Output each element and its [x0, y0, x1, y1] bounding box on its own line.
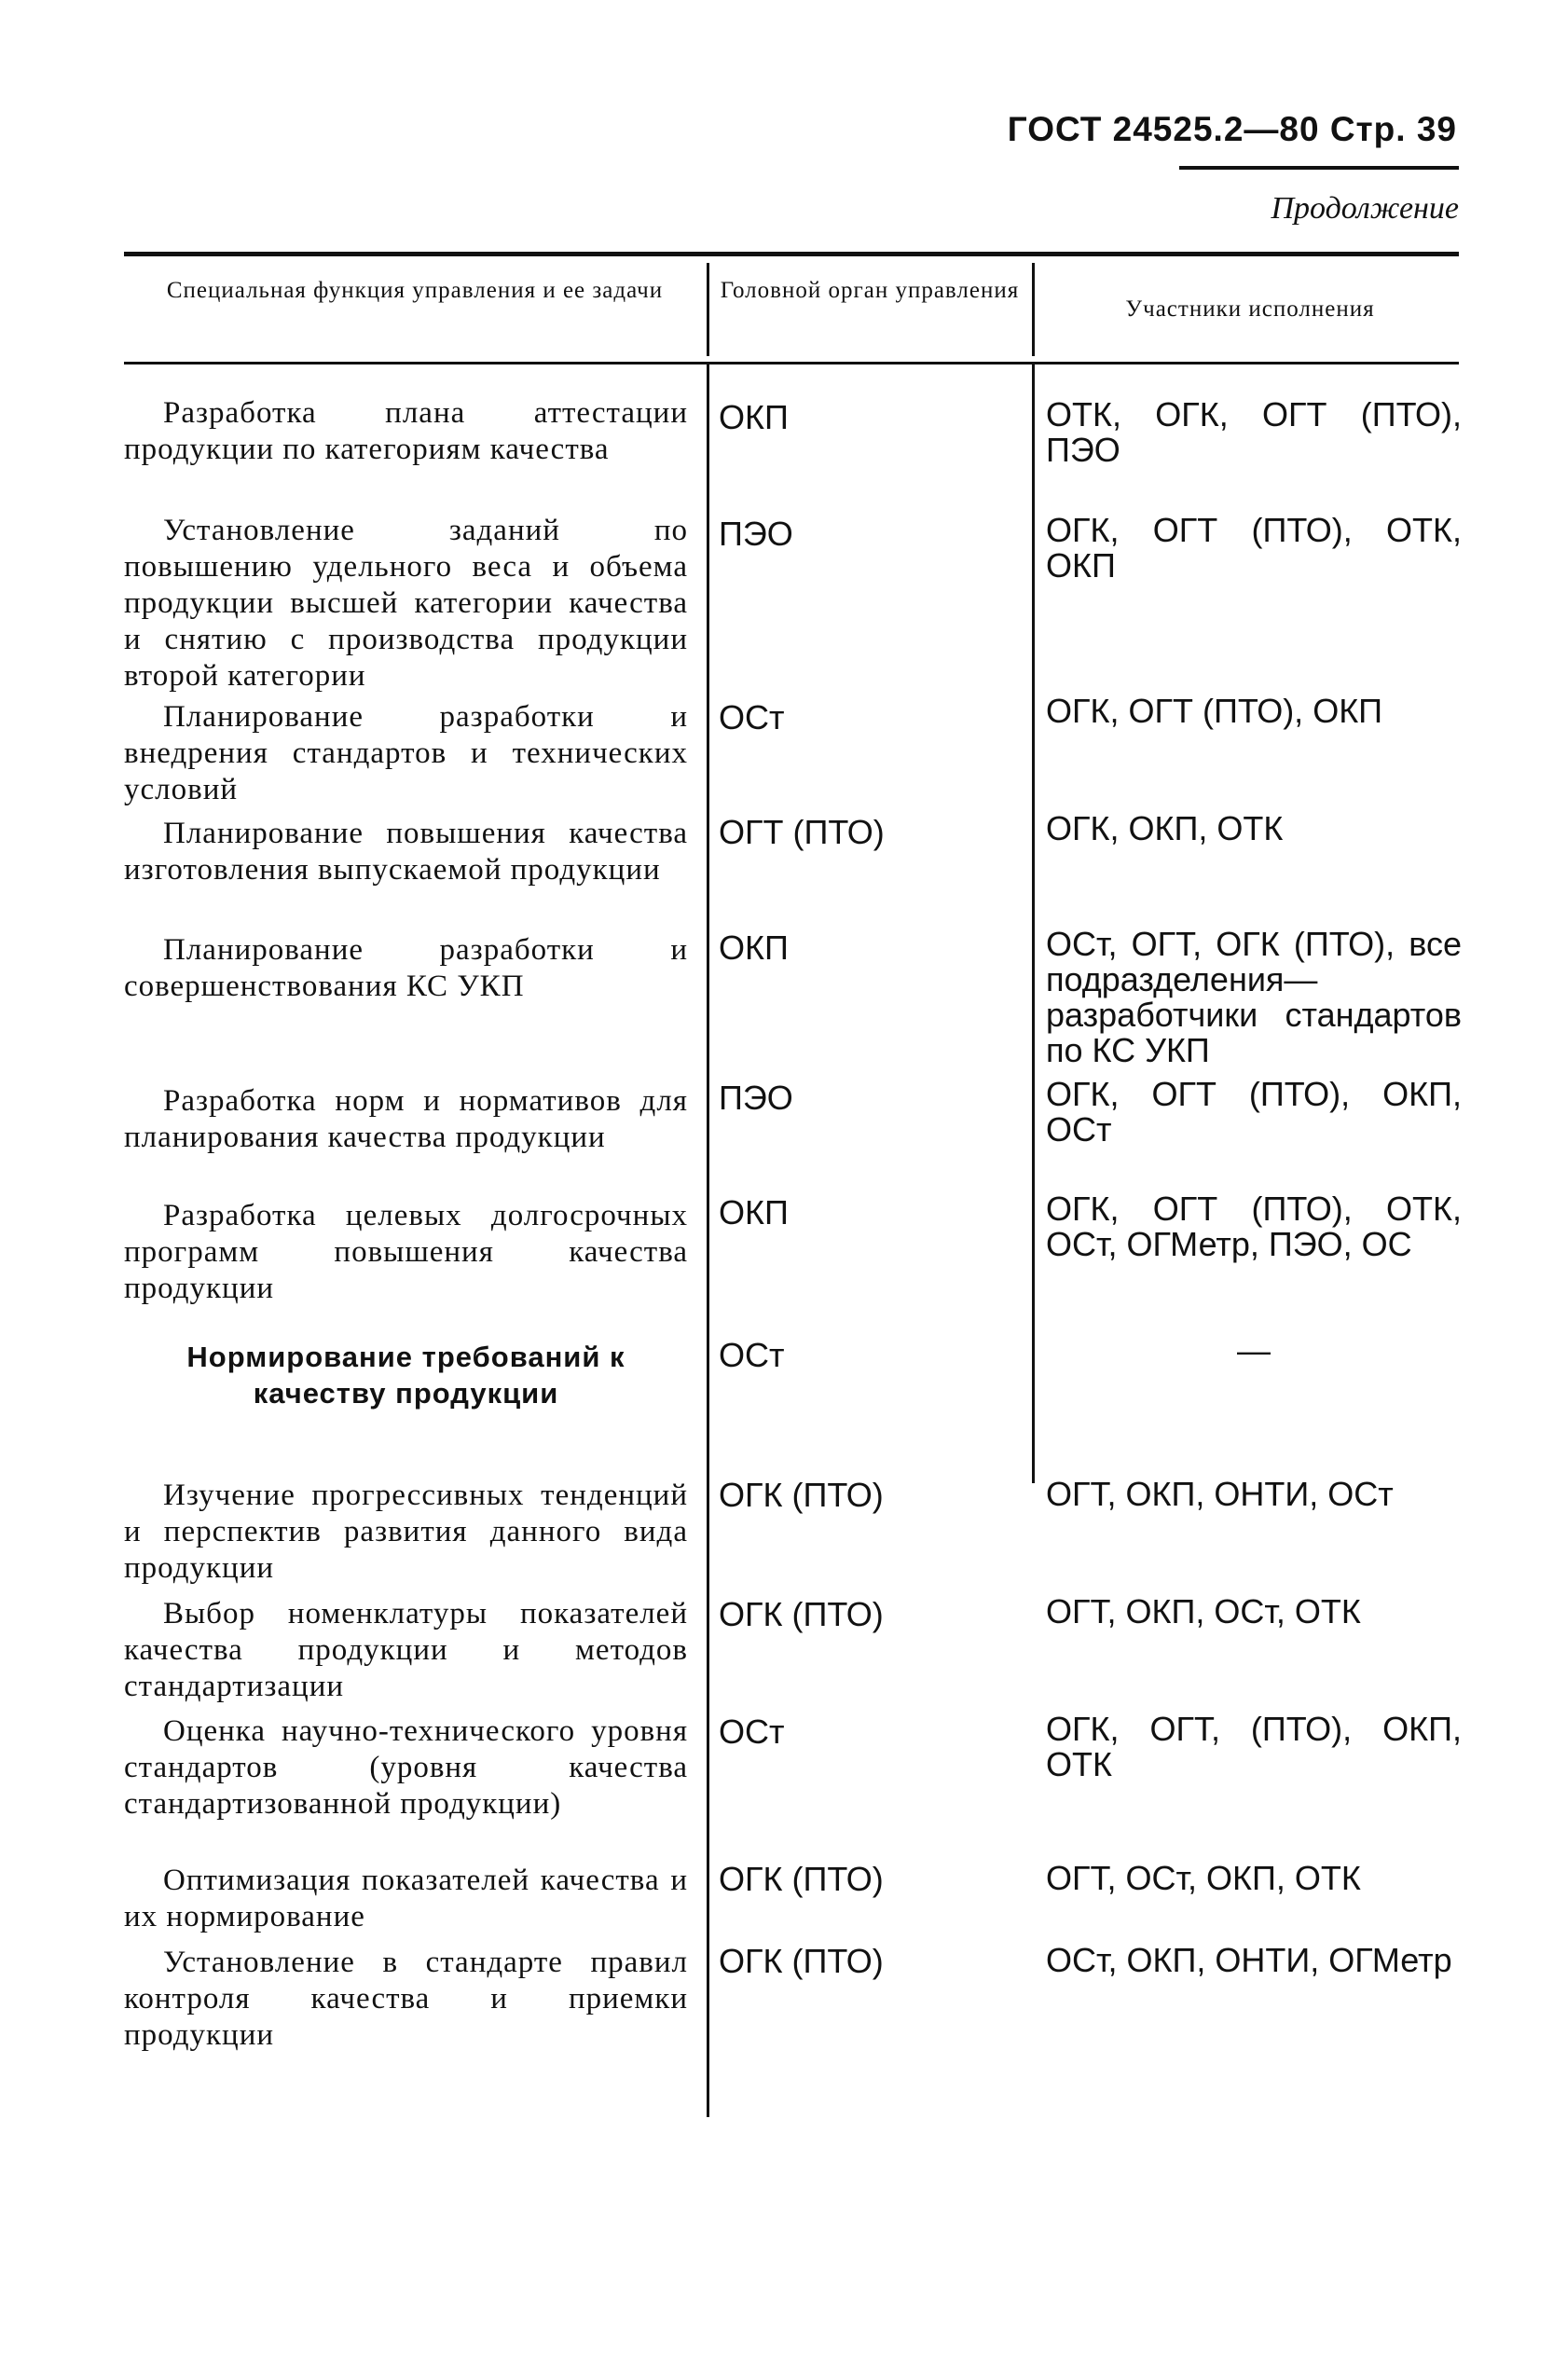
header-divider-2: [1032, 263, 1035, 356]
table-cell-head-body: ОГК (ПТО): [719, 1595, 884, 1633]
table-cell-function: Оценка научно-технического уровня стандартов (уровня качества стандартизованной продукции): [124, 1714, 688, 1821]
table-cell-function: Планирование повышения качества изготовления выпускаемой продукции: [124, 817, 688, 887]
table-top-rule: [124, 252, 1459, 256]
table-cell-head-body: ОСт: [719, 1336, 785, 1374]
table-cell-function: Выбор номенклатуры показателей качества продукции и методов стандартизации: [124, 1597, 688, 1703]
table-cell-head-body: ОГК (ПТО): [719, 1860, 884, 1898]
table-cell-participants: ОТК, ОГК, ОГТ (ПТО), ПЭО: [1046, 395, 1462, 469]
table-cell-participants: ОГК, ОКП, ОТК: [1046, 809, 1284, 847]
table-cell-head-body: ПЭО: [719, 515, 793, 553]
table-cell-head-body: ОГК (ПТО): [719, 1476, 884, 1514]
table-cell-function: Нормирование требований к качеству продукции: [186, 1341, 625, 1410]
table-cell-function: Оптимизация показателей качества и их нормирование: [124, 1864, 688, 1933]
table-cell-participants: ОГК, ОГТ (ПТО), ОТК, ОКП: [1046, 511, 1462, 585]
table-cell-participants: ОГК, ОГТ, (ПТО), ОКП, ОТК: [1046, 1710, 1462, 1783]
table-cell-function: Разработка норм и нормативов для планирования качества продукции: [124, 1084, 688, 1154]
table-cell-function: Планирование разработки и внедрения стандартов и технических условий: [124, 700, 688, 806]
table-cell-participants: —: [1237, 1331, 1271, 1369]
column-divider-1: [707, 365, 709, 2117]
column-header-participants: Участники исполнения: [1125, 296, 1375, 322]
table-cell-function: Планирование разработки и совершенствования КС УКП: [124, 933, 688, 1003]
table-cell-head-body: ОГК (ПТО): [719, 1942, 884, 1980]
table-cell-participants: ОГК, ОГТ (ПТО), ОКП: [1046, 692, 1383, 730]
column-divider-2: [1032, 365, 1035, 1483]
table-cell-participants: ОСт, ОГТ, ОГК (ПТО), все подразделения— разработчики стандартов по КС УКП: [1046, 925, 1462, 1069]
table-cell-head-body: ОКП: [719, 398, 789, 436]
table-cell-function: Разработка целевых долгосрочных программ повышения качества продукции: [124, 1199, 688, 1305]
column-header-head-body: Головной орган управления: [720, 278, 1020, 303]
page-title: ГОСТ 24525.2—80 Стр. 39: [1007, 110, 1457, 148]
table-cell-participants: ОГК, ОГТ (ПТО), ОТК, ОСт, ОГМетр, ПЭО, ОС: [1046, 1190, 1462, 1263]
table-cell-participants: ОГТ, ОСт, ОКП, ОТК: [1046, 1859, 1361, 1897]
title-underline: [1179, 166, 1459, 170]
column-header-function: Специальная функция управления и ее задачи: [166, 278, 664, 303]
table-header-rule: [124, 362, 1459, 365]
table-cell-participants: ОГК, ОГТ (ПТО), ОКП, ОСт: [1046, 1075, 1462, 1149]
table-cell-participants: ОСт, ОКП, ОНТИ, ОГМетр: [1046, 1941, 1452, 1979]
table-cell-head-body: ОСт: [719, 698, 785, 736]
table-cell-head-body: ОКП: [719, 929, 789, 967]
table-cell-participants: ОГТ, ОКП, ОНТИ, ОСт: [1046, 1475, 1394, 1513]
continuation-label: Продолжение: [1271, 191, 1459, 226]
table-cell-head-body: ОГТ (ПТО): [719, 813, 885, 851]
table-cell-head-body: ПЭО: [719, 1079, 793, 1117]
table-cell-function: Установление заданий по повышению удельного веса и объема продукции высшей категории качества и снятию с производства продукции второй категории: [124, 514, 688, 693]
table-cell-function: Разработка плана аттестации продукции по категориям качества: [124, 396, 688, 466]
table-cell-function: Изучение прогрессивных тенденций и перспектив развития данного вида продукции: [124, 1479, 688, 1585]
header-divider-1: [707, 263, 709, 356]
table-cell-participants: ОГТ, ОКП, ОСт, ОТК: [1046, 1592, 1361, 1630]
table-cell-head-body: ОСт: [719, 1713, 785, 1751]
table-cell-function: Установление в стандарте правил контроля качества и приемки продукции: [124, 1946, 688, 2052]
table-cell-head-body: ОКП: [719, 1193, 789, 1231]
